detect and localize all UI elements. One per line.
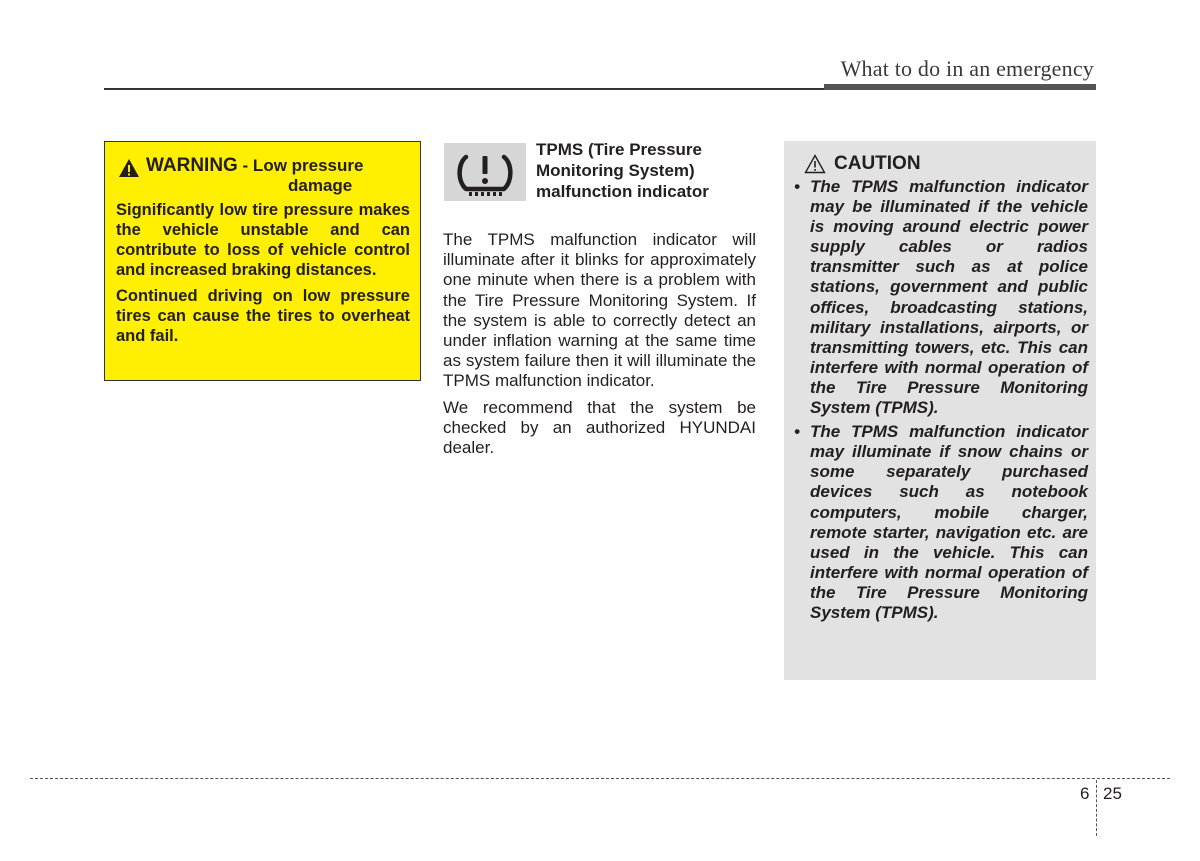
warning-paragraph: Continued driving on low pressure tires can cause the tires to overheat and fail. <box>116 287 410 345</box>
warning-heading <box>116 156 410 196</box>
indicator-description <box>443 230 756 464</box>
caution-heading <box>804 153 1088 175</box>
section-title: What to do in an emergency <box>840 56 1094 81</box>
warning-triangle-icon <box>118 158 140 178</box>
caution-item: • The TPMS malfunction indicator may be illuminated if the vehicle is moving around electric power supply cables or radios transmitter such as at police stations, government and public offices, broadcasting stations, military installations, airports, or transmitting towers, etc. This can interfere with normal operation of the Tire Pressure Monitoring System (TPMS). <box>794 177 1088 418</box>
caution-item-text: The TPMS malfunction indicator may illuminate if snow chains or some separately purchased devices such as notebook computers, mobile charger, remote starter, navigation etc. are used in the vehicle. This can interfere with normal operation of the Tire Pressure Monitoring System (TPMS). <box>810 422 1088 622</box>
indicator-paragraph: We recommend that the system be checked by an authorized HYUNDAI dealer. <box>443 397 756 458</box>
tpms-warning-icon <box>444 143 526 201</box>
caution-label: CAUTION <box>834 153 921 174</box>
warning-subtitle: - Low pressure <box>237 156 364 175</box>
warning-subtitle-continued: damage <box>288 176 353 195</box>
footer-divider <box>30 778 1170 779</box>
page-number: 25 <box>1103 784 1122 803</box>
chapter-number: 6 <box>1080 784 1090 803</box>
header-accent-bar <box>824 84 1096 90</box>
caution-item-text: The TPMS malfunction indicator may be illuminated if the vehicle is moving around electric power supply cables or radios transmitter such as at police stations, government and public offices, broadcasting stations, military installations, airports, or transmitting towers, etc. This can interfere with normal operation of the Tire Pressure Monitoring System (TPMS). <box>810 177 1088 418</box>
caution-item: • The TPMS malfunction indicator may illuminate if snow chains or some separately purchased devices such as notebook computers, mobile charger, remote starter, navigation etc. are used in the vehicle. This can interfere with normal operation of the Tire Pressure Monitoring System (TPMS). <box>794 422 1088 622</box>
warning-paragraph: Significantly low tire pressure makes the vehicle unstable and can contribute to loss of vehicle control and increased braking distances. <box>116 201 410 279</box>
caution-box <box>784 141 1096 680</box>
caution-list <box>792 177 1088 623</box>
indicator-title: TPMS (Tire Pressure Monitoring System) malfunction indicator <box>536 140 709 201</box>
tpms-icon-panel <box>444 143 526 201</box>
indicator-paragraph: The TPMS malfunction indicator will illuminate after it blinks for approximately one minute when there is a problem with the Tire Pressure Monitoring System. If the system is able to correctly detect an under inflation warning at the same time as system failure then it will illuminate the TPMS malfunction indicator. <box>443 230 756 391</box>
warning-box <box>104 141 421 381</box>
caution-triangle-icon <box>804 154 826 174</box>
footer-page-separator <box>1096 780 1097 836</box>
warning-label: WARNING <box>146 155 238 176</box>
